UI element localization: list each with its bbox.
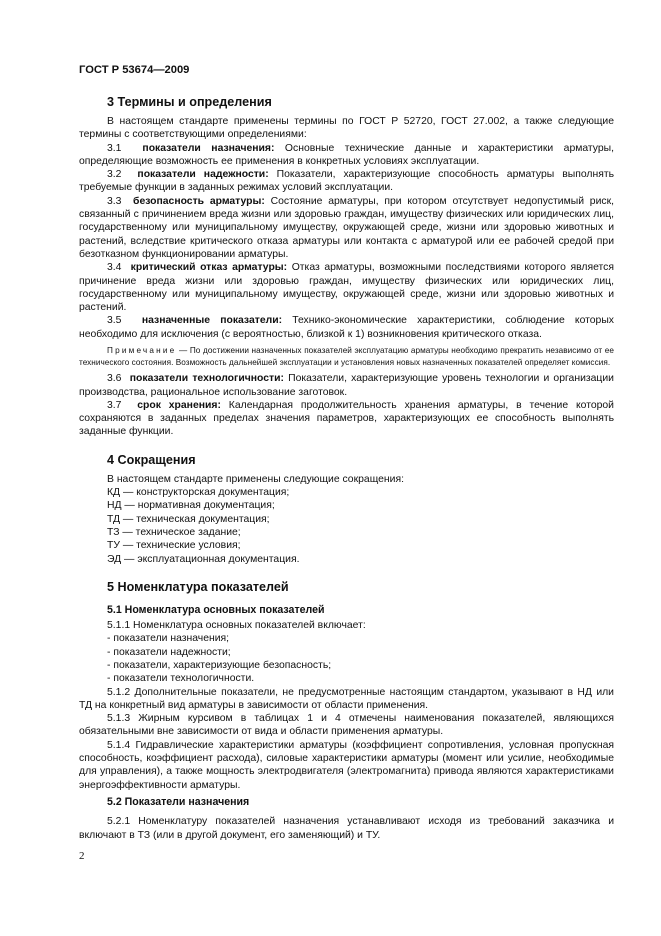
term-3-3: 3.3 безопасность арматуры: Состояние арматуры, при котором отсутствует недопустимый риск, связанный с причинением вреда жизни или здоровью граждан, имуществу физических или юридических лиц, государственному или муниципальному имуществу, окружающей среде, жизни или здоровью животных и растений, вследствие критического отказа арматуры или контакта с арматурой или ее рабочей средой при безотказном функционировании арматуры. <box>79 195 614 260</box>
section-3-intro: В настоящем стандарте применены термины по ГОСТ Р 52720, ГОСТ 27.002, а также следующие термины с соответствующими определениями: <box>79 116 614 141</box>
abbreviation-item: ТЗ — техническое задание; <box>107 526 241 538</box>
term-3-6: 3.6 показатели технологичности: Показатели, характеризующие уровень технологии и организации производства, рациональное использование заготовок. <box>79 373 614 398</box>
section-4-intro: В настоящем стандарте применены следующие сокращения: <box>107 473 404 485</box>
indicator-list <box>79 632 614 685</box>
term-3-4: 3.4 критический отказ арматуры: Отказ арматуры, возможными последствиями которого является причинение вреда жизни или здоровью граждан, имуществу физических или юридических лиц, государственному или муниципальному имуществу, окружающей среде, жизни или здоровью животных и растений. <box>79 262 614 314</box>
indicator-item: - показатели назначения; <box>107 633 230 645</box>
abbreviation-item: ТУ — технические условия; <box>107 540 241 552</box>
section-4-title: 4 Сокращения <box>107 452 196 467</box>
para-5-1-1: 5.1.1 Номенклатура основных показателей включает: <box>107 620 366 632</box>
abbreviation-item: НД — нормативная документация; <box>107 500 275 512</box>
page-number: 2 <box>79 850 85 862</box>
indicator-item: - показатели технологичности. <box>107 673 255 685</box>
subsection-5-2-title: 5.2 Показатели назначения <box>107 795 250 808</box>
term-3-2: 3.2 показатели надежности: Показатели, характеризующие способность арматуры выполнять требуемые функции в заданных режимах условий эксплуатации. <box>79 169 614 194</box>
page-content <box>79 94 614 842</box>
para-5-1-3: 5.1.3 Жирным курсивом в таблицах 1 и 4 отмечены наименования показателей, являющихся обязательными вне зависимости от вида и области применения арматуры. <box>79 713 614 738</box>
note-3-5: Примечание — По достижении назначенных показателей эксплуатацию арматуры необходимо прекратить независимо от ее технического состояния. Возможность дальнейшей эксплуатации и установления новых назначенных показателей определяет комиссия. <box>79 346 614 367</box>
para-5-1-2: 5.1.2 Дополнительные показатели, не предусмотренные настоящим стандартом, указывают в НД или ТД на конкретный вид арматуры в зависимости от области применения. <box>79 686 614 711</box>
para-5-2-1: 5.2.1 Номенклатуру показателей назначения устанавливают исходя из требований заказчика и включают в ТЗ (или в другой документ, его заменяющий) и ТУ. <box>79 816 614 841</box>
abbreviation-list <box>79 486 614 566</box>
section-5-title: 5 Номенклатура показателей <box>107 579 289 594</box>
section-3-title: 3 Термины и определения <box>107 95 272 109</box>
subsection-5-1-title: 5.1 Номенклатура основных показателей <box>107 603 325 616</box>
abbreviation-item: ЭД — эксплуатационная документация. <box>107 553 300 565</box>
abbreviation-item: ТД — техническая документация; <box>107 513 270 525</box>
term-3-1: 3.1 показатели назначения: Основные технические данные и характеристики арматуры, определяющие возможность ее применения в конкретных условиях эксплуатации. <box>79 142 615 167</box>
abbreviation-item: КД — конструкторская документация; <box>107 487 290 499</box>
term-3-7: 3.7 срок хранения: Календарная продолжительность хранения арматуры, в течение которой сохраняются в заданных пределах значения параметров, характеризующих ее способность выполнять заданные функции. <box>79 399 614 438</box>
term-3-5: 3.5 назначенные показатели: Технико-экономические характеристики, соблюдение которых необходимо для исключения (с вероятностью, близкой к 1) возникновения критического отказа. <box>79 315 614 340</box>
para-5-1-4: 5.1.4 Гидравлические характеристики арматуры (коэффициент сопротивления, условная пропускная способность, коэффициент расхода), силовые характеристики арматуры (момент или усилие, необходимые для управления), а также мощность электродвигателя (электромагнита) привода являются характеристиками энергоэффективности арматуры. <box>79 739 614 791</box>
standard-header: ГОСТ Р 53674—2009 <box>79 64 190 76</box>
indicator-item: - показатели надежности; <box>107 646 231 658</box>
indicator-item: - показатели, характеризующие безопасность; <box>107 659 332 671</box>
